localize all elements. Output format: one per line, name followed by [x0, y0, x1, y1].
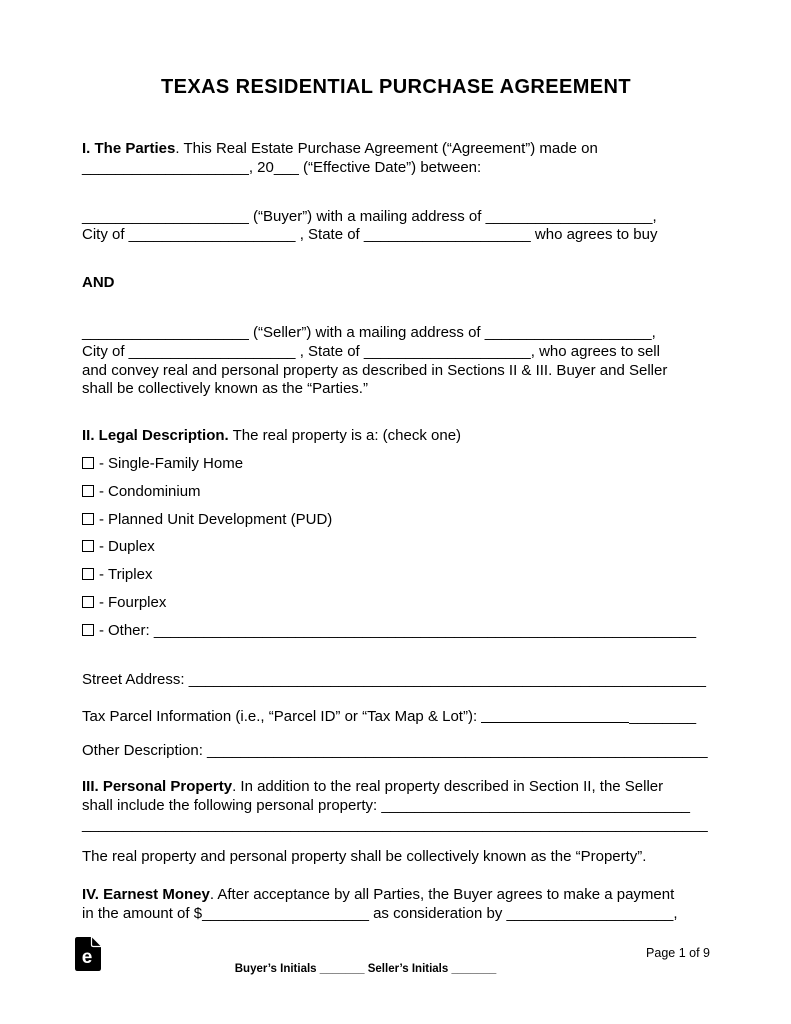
street-address-label: Street Address: — [82, 670, 189, 688]
option-row-pud — [82, 511, 710, 530]
section-personal-property-heading: III. Personal Property — [82, 777, 233, 795]
section-legal-description — [82, 427, 710, 446]
option-label-other: Other: — [108, 621, 150, 639]
seller-line-3: and convey real and personal property as described in Sections II & III. Buyer and Seller — [82, 361, 668, 379]
option-separator: - — [99, 538, 104, 556]
logo-letter: e — [81, 947, 93, 968]
option-separator: - — [99, 621, 104, 639]
property-definition-note: The real property and personal property shall be collectively known as the “Property”. — [82, 848, 647, 866]
section-earnest-money-heading: IV. Earnest Money — [82, 886, 210, 904]
option-separator: - — [99, 593, 104, 611]
personal-property-blank-line: ___________________________________________________________________________ — [82, 815, 708, 833]
checkbox-single-family-home[interactable] — [82, 457, 94, 469]
option-row-triplex — [82, 566, 710, 585]
tax-parcel-line — [82, 708, 710, 727]
tax-parcel-blank: ________ — [629, 708, 697, 726]
seller-paragraph — [82, 324, 710, 399]
personal-property-line-2: shall include the following personal property: _____________________________________ — [82, 796, 691, 814]
option-label-pud: Planned Unit Development (PUD) — [108, 510, 333, 528]
option-label-duplex: Duplex — [108, 538, 155, 556]
street-address-line — [82, 671, 710, 690]
page-number: Page 1 of 9 — [646, 946, 710, 960]
option-row-fourplex — [82, 594, 710, 613]
initials-line — [0, 962, 731, 976]
seller-line-2: City of ____________________ , State of ____________________, who agrees to sell — [82, 342, 660, 360]
section-legal-intro: The real property is a: (check one) — [228, 427, 462, 445]
option-row-duplex — [82, 538, 710, 557]
tax-parcel-blank-line — [481, 708, 629, 723]
effective-date-line: ____________________, 20___ (“Effective Date”) between: — [82, 158, 482, 176]
checkbox-duplex[interactable] — [82, 540, 94, 552]
seller-line-4: shall be collectively known as the “Parties.” — [82, 380, 368, 398]
option-row-condominium — [82, 483, 710, 502]
other-description-line — [82, 742, 710, 761]
buyer-line-1: ____________________ (“Buyer”) with a mailing address of ____________________, — [82, 207, 657, 225]
checkbox-fourplex[interactable] — [82, 596, 94, 608]
buyer-initials-label: Buyer’s Initials — [234, 963, 317, 975]
section-parties-intro: . This Real Estate Purchase Agreement (“Agreement”) made on — [175, 140, 598, 157]
option-label-fourplex: Fourplex — [108, 593, 167, 611]
option-separator: - — [99, 566, 104, 584]
option-separator: - — [99, 454, 104, 472]
checkbox-triplex[interactable] — [82, 568, 94, 580]
and-conjunction: AND — [82, 274, 115, 292]
option-row-single-family — [82, 455, 710, 474]
other-description-blank: ____________________________________________________________ — [207, 742, 708, 760]
section-personal-property — [82, 778, 710, 834]
buyer-initials-blank: _______ — [316, 963, 368, 975]
tax-parcel-label: Tax Parcel Information (i.e., “Parcel ID” or “Tax Map & Lot”): — [82, 708, 482, 726]
option-separator: - — [99, 482, 104, 500]
option-other-blank: _________________________________________________________________ — [149, 621, 697, 639]
seller-line-1: ____________________ (“Seller”) with a mailing address of ____________________, — [82, 323, 656, 341]
seller-initials-blank: _______ — [448, 963, 497, 975]
earnest-money-line-2: in the amount of $____________________ as consideration by ____________________, — [82, 904, 678, 922]
option-label-single-family-home: Single-Family Home — [108, 454, 244, 472]
seller-initials-label: Seller’s Initials — [367, 963, 449, 975]
page-title: TEXAS RESIDENTIAL PURCHASE AGREEMENT — [160, 76, 631, 98]
section-parties-heading: I. The Parties — [82, 140, 176, 157]
buyer-paragraph — [82, 208, 710, 246]
section-personal-property-intro: . In addition to the real property described in Section II, the Seller — [232, 777, 664, 795]
section-earnest-money — [82, 886, 710, 924]
other-description-label: Other Description: — [82, 742, 208, 760]
checkbox-pud[interactable] — [82, 513, 94, 525]
checkbox-condominium[interactable] — [82, 485, 94, 497]
section-parties — [82, 140, 710, 178]
option-row-other — [82, 622, 710, 641]
section-legal-heading: II. Legal Description. — [82, 427, 229, 445]
option-label-condominium: Condominium — [108, 482, 201, 500]
option-label-triplex: Triplex — [108, 566, 153, 584]
option-separator: - — [99, 510, 104, 528]
section-earnest-money-intro: . After acceptance by all Parties, the Buyer agrees to make a payment — [209, 886, 675, 904]
checkbox-other[interactable] — [82, 624, 94, 636]
street-address-blank: ______________________________________________________________ — [188, 670, 706, 688]
buyer-line-2: City of ____________________ , State of ____________________ who agrees to buy — [82, 226, 658, 244]
